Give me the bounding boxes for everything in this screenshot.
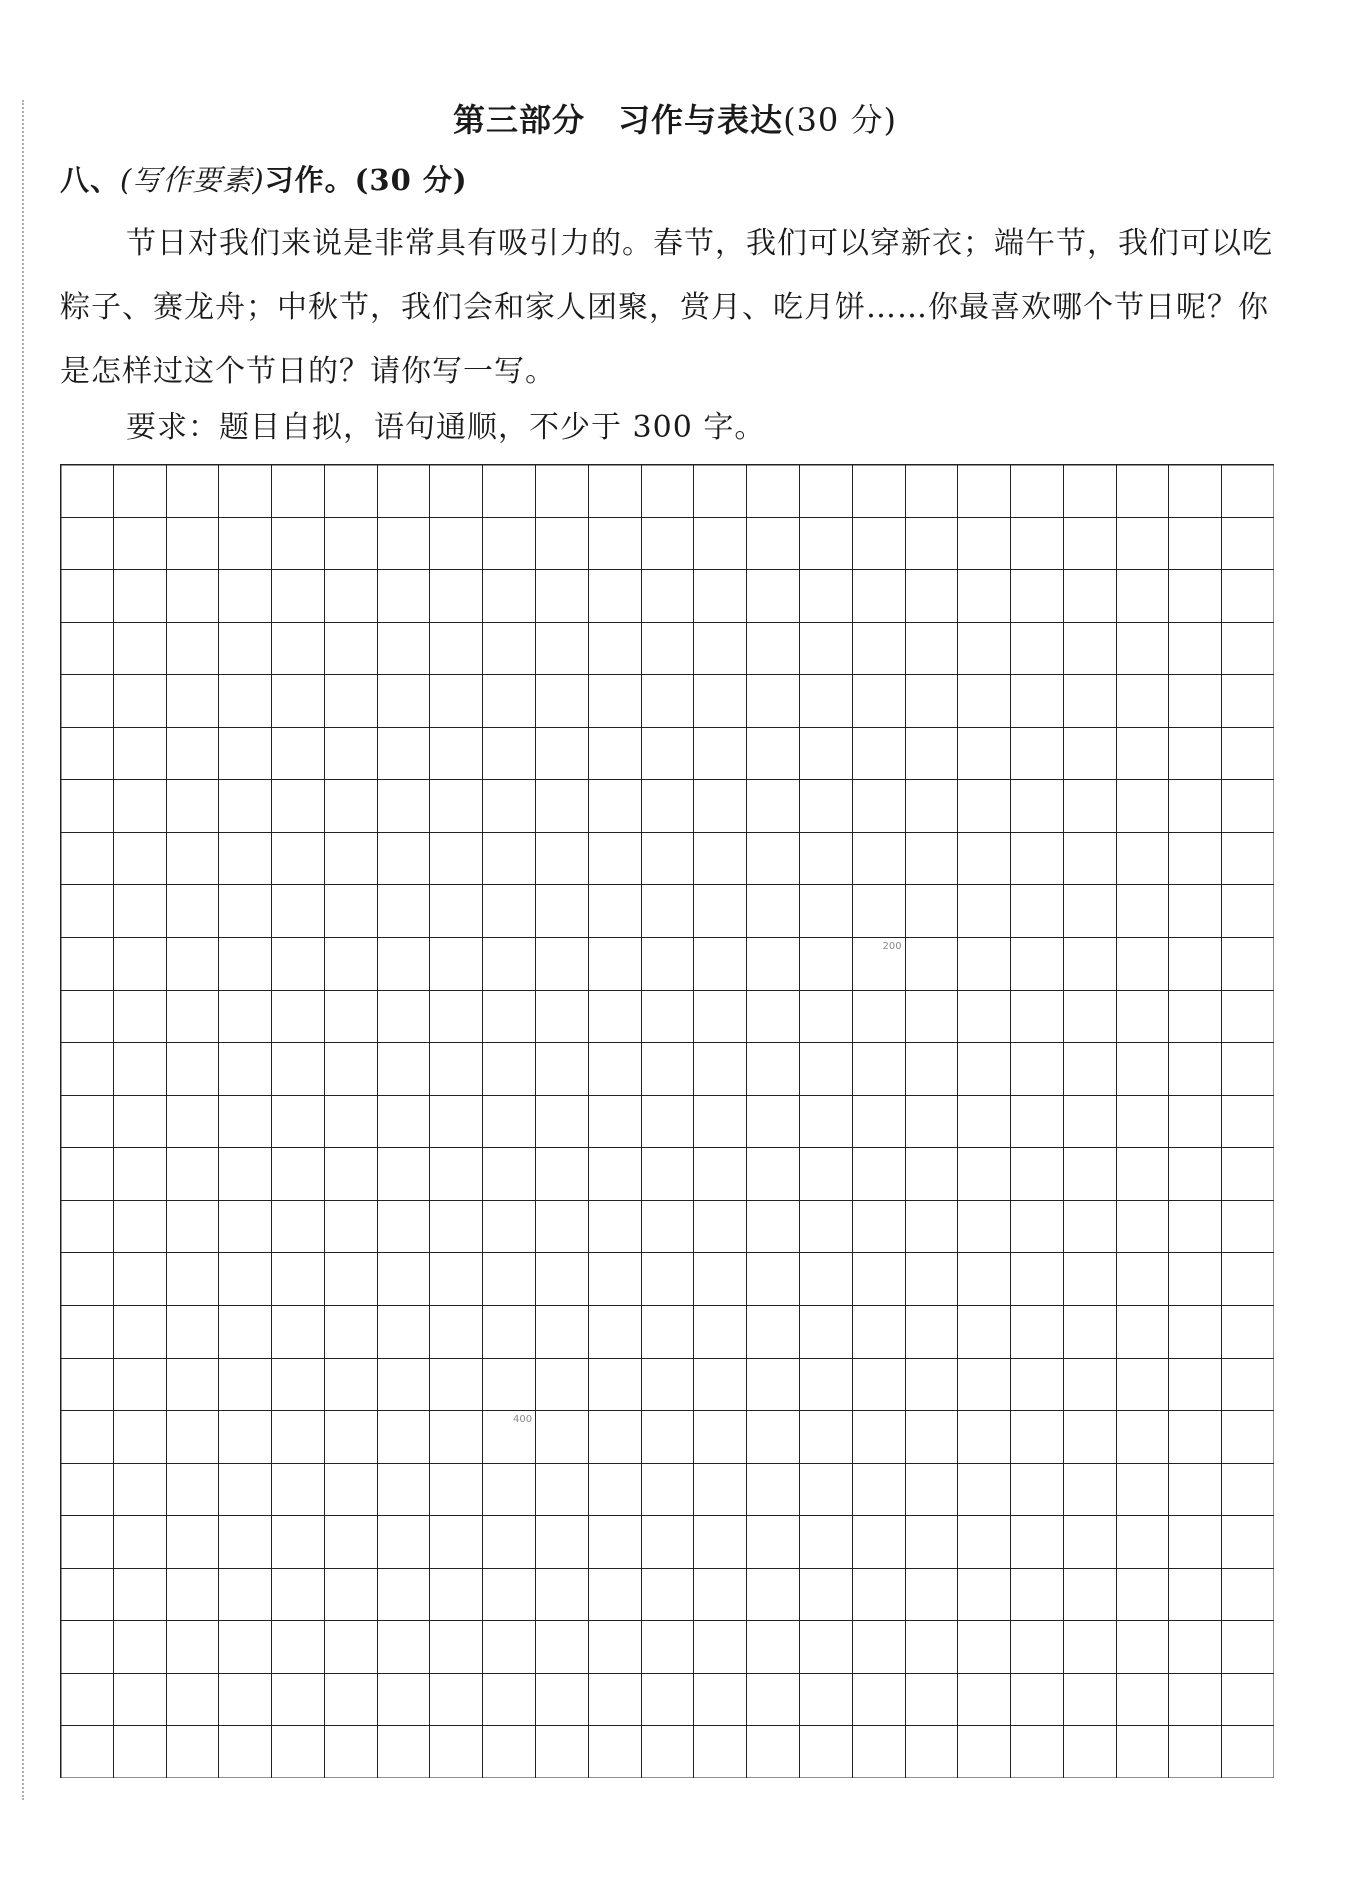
question-elements: (写作要素)	[120, 163, 265, 197]
grid-count-mark: 400	[513, 1414, 533, 1426]
writing-grid-lines	[60, 464, 1274, 1778]
question-score: (30 分)	[354, 163, 468, 197]
grid-count-mark: 200	[882, 941, 902, 953]
section-score: (30 分)	[783, 101, 897, 139]
section-title	[0, 95, 1350, 141]
question-heading	[60, 158, 468, 199]
prompt-text: 节日对我们来说是非常具有吸引力的。春节，我们可以穿新衣；端午节，我们可以吃粽子、赛龙舟；中秋节，我们会和家人团聚，赏月、吃月饼……你最喜欢哪个节日呢？你是怎样过这个节日的？请你写一写。	[60, 226, 1273, 389]
section-title-text: 第三部分 习作与表达	[453, 101, 784, 139]
writing-grid[interactable]	[60, 464, 1274, 1778]
requirement-text: 要求：题目自拟，语句通顺，不少于 300 字。	[126, 410, 766, 445]
question-number: 八、	[60, 163, 121, 197]
question-label: 习作。	[264, 163, 355, 197]
binding-margin-line	[22, 100, 24, 1800]
